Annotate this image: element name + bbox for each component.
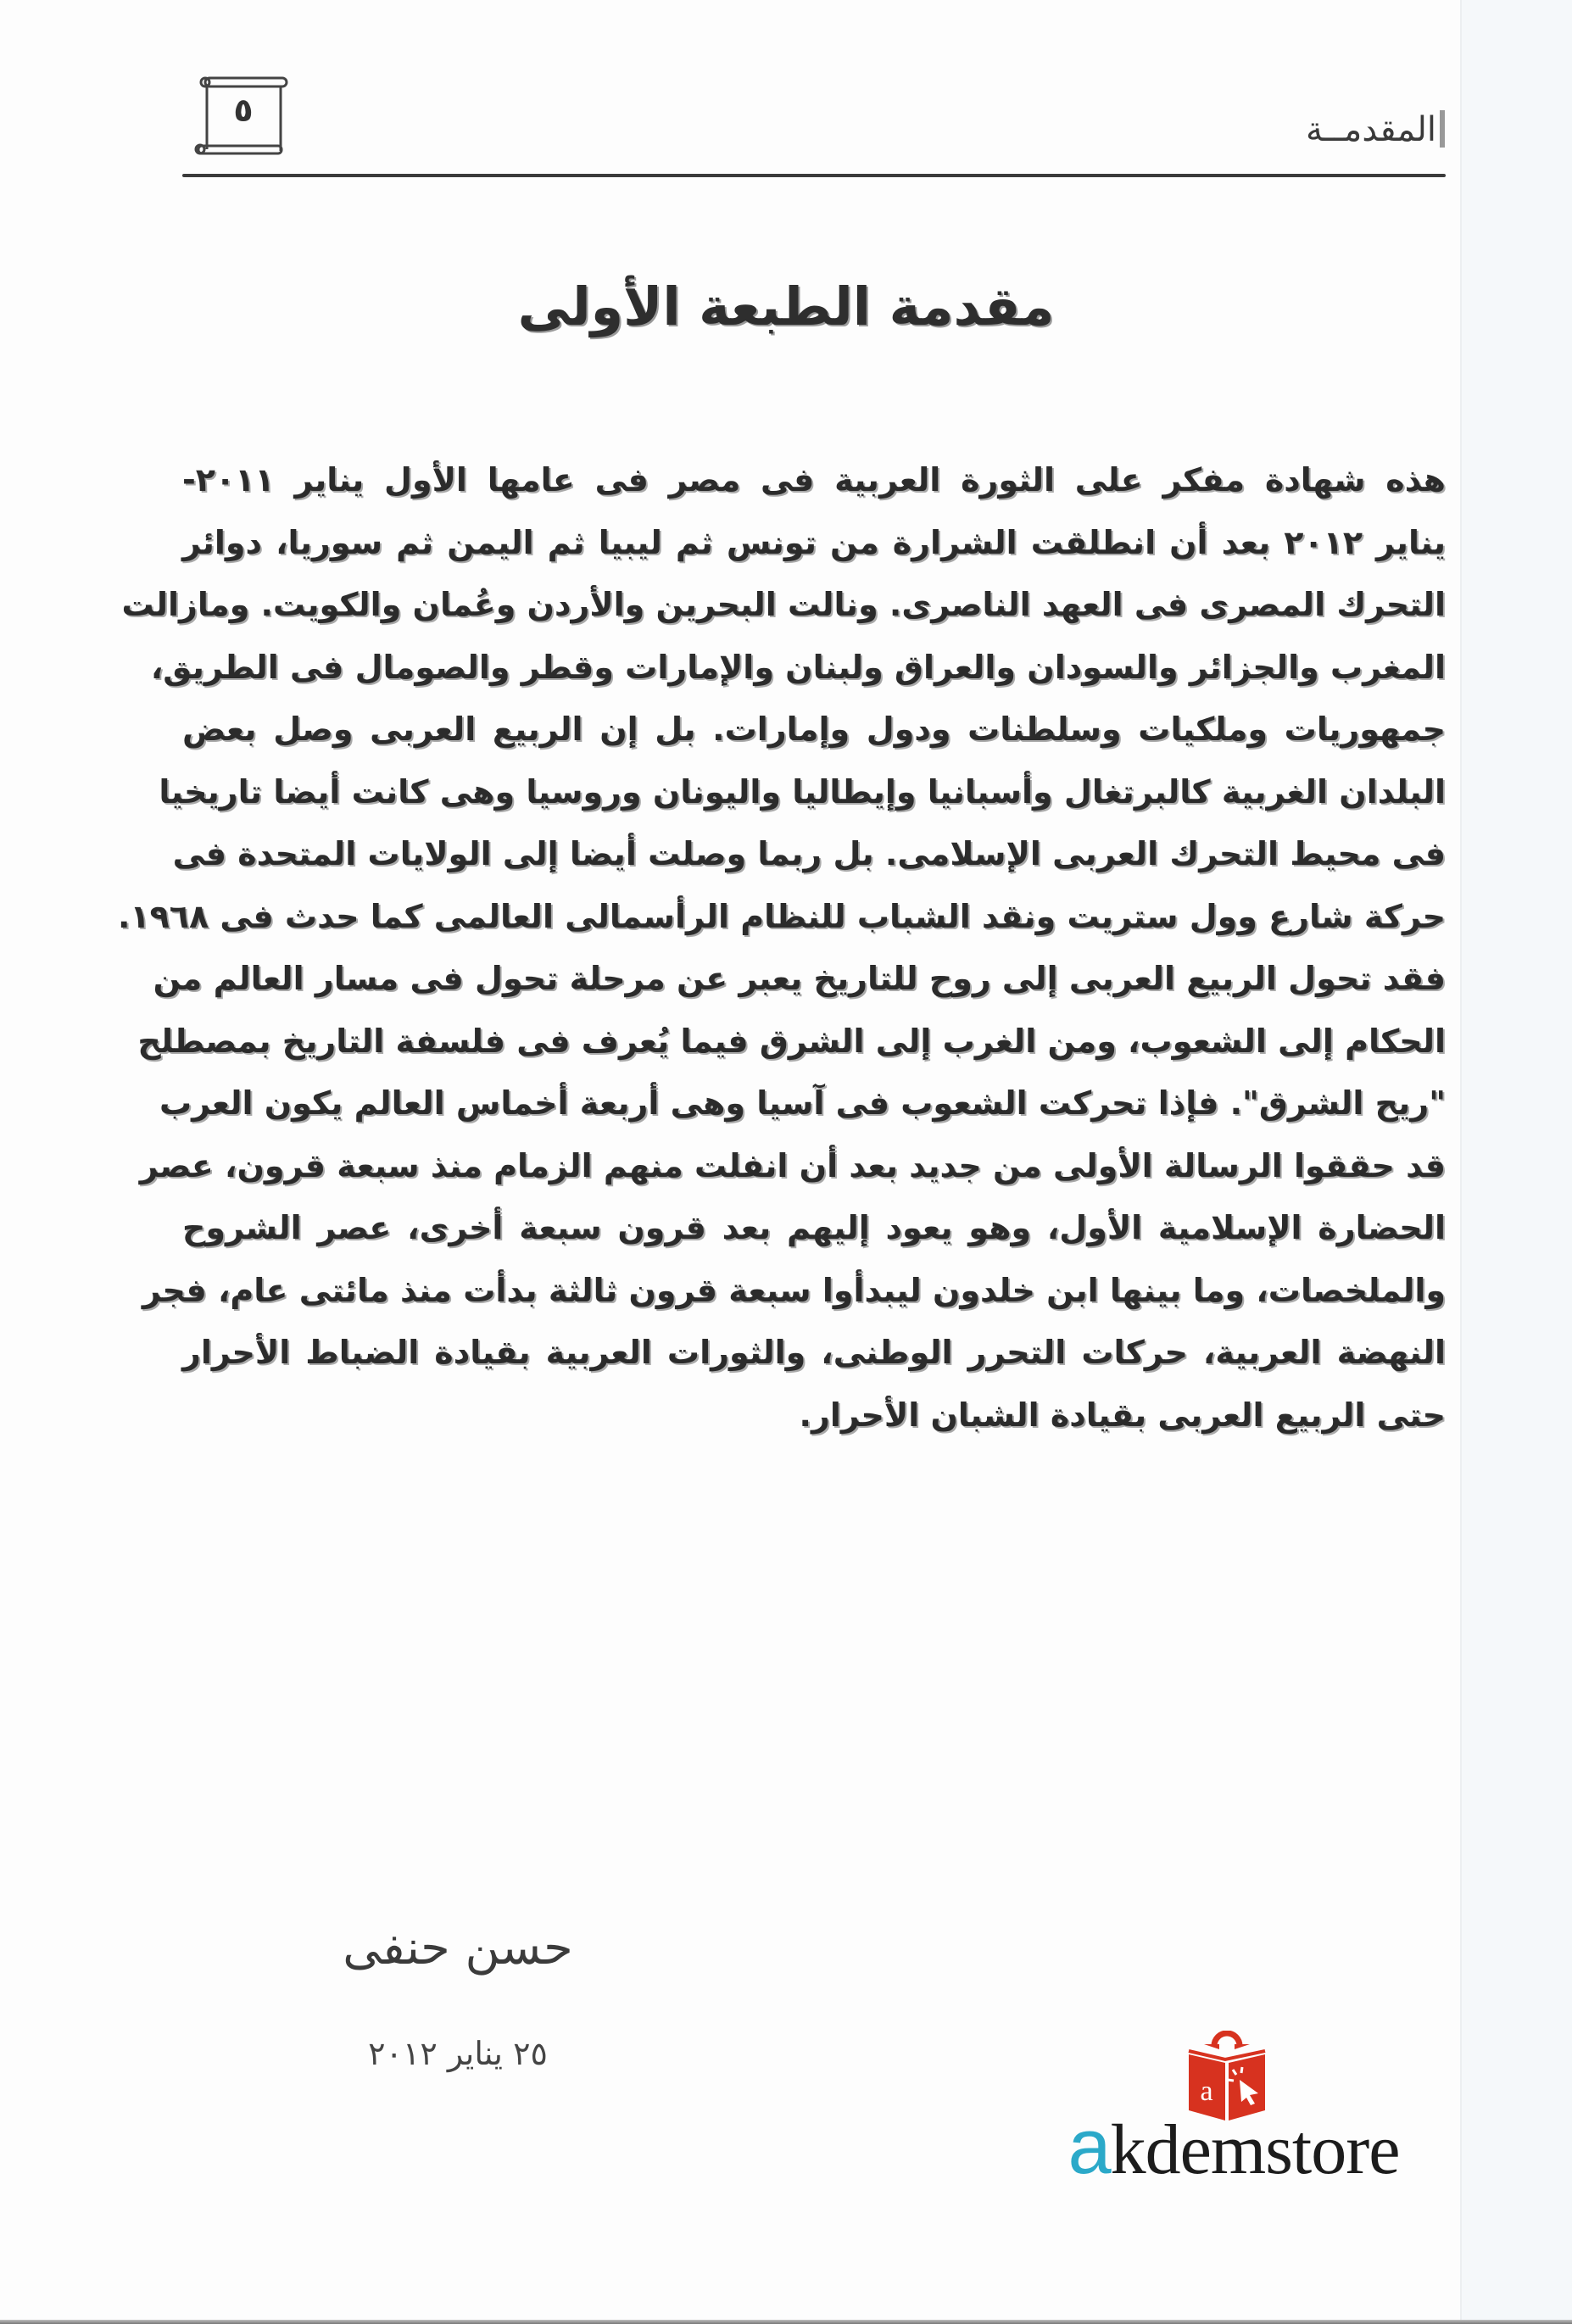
body-line: حركة شارع وول ستريت ونقد الشباب للنظام الرأسمالى العالمى كما حدث فى ١٩٦٨. [117,897,1446,935]
body-line: "ريح الشرق". فإذا تحركت الشعوب فى آسيا وهى أربعة أخماس العالم يكون العرب [159,1084,1446,1122]
body-line: فى محيط التحرك العربى الإسلامى. بل ربما وصلت أيضا إلى الولايات المتحدة فى [172,835,1446,872]
body-line: جمهوريات وملكيات وسلطنات ودول وإمارات. بل إن الربيع العربى وصل بعض [182,711,1446,748]
body-line: الحكام إلى الشعوب، ومن الغرب إلى الشرق فيما يُعرف فى فلسفة التاريخ بمصطلح [137,1022,1446,1060]
page-number-badge [193,73,293,158]
body-line: المغرب والجزائر والسودان والعراق ولبنان والإمارات وقطر والصومال فى الطريق، [150,648,1446,686]
body-line: والملخصات، وما بينها ابن خلدون ليبدأوا سبعة قرون ثالثة بدأت منذ مائتى عام، فجر [142,1271,1446,1309]
body-line: النهضة العربية، حركات التحرر الوطنى، والثورات العربية بقيادة الضباط الأحرار [182,1334,1446,1371]
logo-icon-letter: a [1200,2076,1213,2107]
header-rule [182,174,1446,177]
running-head: المقدمــة [1306,110,1445,149]
akdemstore-logo [1026,2031,1441,2192]
logo-wordmark-rest: kdemstore [1110,2110,1400,2189]
body-line: فقد تحول الربيع العربى إلى روح للتاريخ يعبر عن مرحلة تحول فى مسار العالم من [153,960,1446,997]
body-line: البلدان الغربية كالبرتغال وأسبانيا وإيطاليا واليونان وروسيا وهى كانت أيضا تاريخيا [159,772,1446,811]
logo-wordmark [1026,2104,1441,2190]
chapter-title: مقدمة الطبعة الأولى [517,276,1055,337]
body-line: الحضارة الإسلامية الأول، وهو يعود إليهم بعد قرون سبعة أخرى، عصر الشروح [182,1209,1446,1246]
author-signature: حسن حنفى [343,1920,573,1976]
logo-accent-letter: a [1068,2104,1111,2190]
scan-bottom-edge [0,2320,1572,2324]
scan-margin-strip [1460,0,1572,2324]
page-number: ٥ [233,92,254,129]
body-line: حتى الربيع العربى بقيادة الشبان الأحرار. [799,1396,1446,1434]
signature-date: ٢٥ يناير ٢٠١٢ [368,2035,548,2072]
body-line: قد حققوا الرسالة الأولى من جديد بعد أن انفلت منهم الزمام منذ سبعة قرون، عصر [139,1146,1446,1184]
body-paragraph [117,449,1446,1446]
body-line: التحرك المصرى فى العهد الناصرى. ونالت البحرين والأردن وعُمان والكويت. ومازالت [121,586,1446,623]
body-line: هذه شهادة مفكر على الثورة العربية فى مصر فى عامها الأول يناير ٢٠١١- [182,461,1446,499]
body-line: يناير ٢٠١٢ بعد أن انطلقت الشرارة من تونس ثم ليبيا ثم اليمن ثم سوريا، دوائر [182,523,1446,561]
